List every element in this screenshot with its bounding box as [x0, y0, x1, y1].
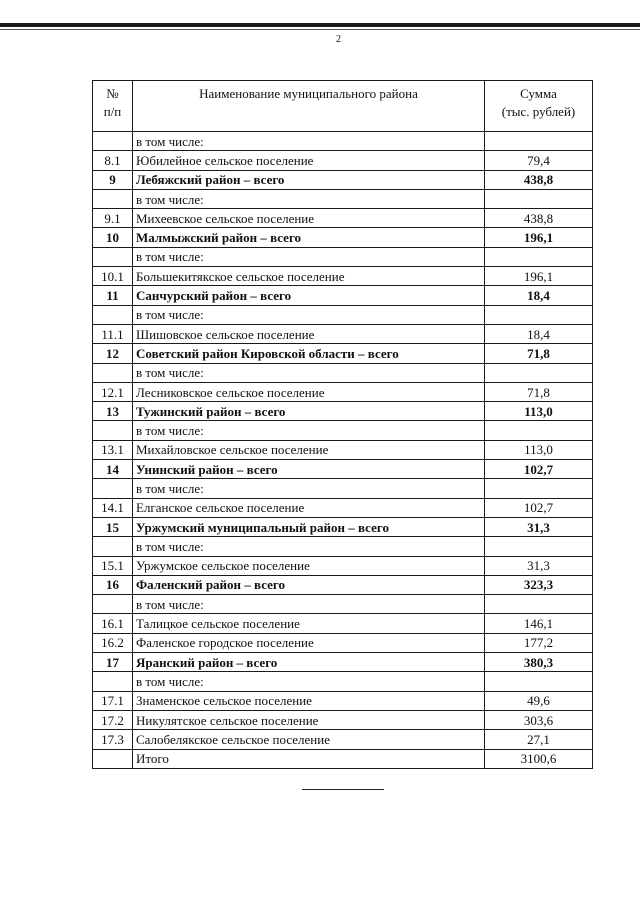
row-name: Юбилейное сельское поселение [133, 151, 485, 170]
row-name: Шишовское сельское поселение [133, 324, 485, 343]
row-number: 8.1 [93, 151, 133, 170]
row-number: 17.3 [93, 730, 133, 749]
row-name: Санчурский район – всего [133, 286, 485, 305]
allocation-table [92, 80, 593, 769]
row-name: Большекитякское сельское поселение [133, 267, 485, 286]
table-row [93, 402, 593, 421]
row-number: 11.1 [93, 324, 133, 343]
table-row [93, 730, 593, 749]
table-row [93, 132, 593, 151]
row-sum [485, 479, 593, 498]
row-sum: 196,1 [485, 267, 593, 286]
row-name: Малмыжский район – всего [133, 228, 485, 247]
table-row [93, 460, 593, 479]
row-name: Елганское сельское поселение [133, 498, 485, 517]
row-number: 16 [93, 575, 133, 594]
table-row [93, 556, 593, 575]
row-sum [485, 247, 593, 266]
table-row [93, 189, 593, 208]
header-number: № п/п [93, 81, 133, 132]
row-sum: 18,4 [485, 324, 593, 343]
row-sum [485, 421, 593, 440]
header-district-name: Наименование муниципального района [133, 81, 485, 132]
table-row [93, 710, 593, 729]
table-row [93, 498, 593, 517]
table-header [93, 81, 593, 132]
table-row [93, 691, 593, 710]
row-number: 12.1 [93, 382, 133, 401]
table-row [93, 228, 593, 247]
header-sum: Сумма (тыс. рублей) [485, 81, 593, 132]
row-name: Лебяжский район – всего [133, 170, 485, 189]
row-sum [485, 132, 593, 151]
row-number: 10.1 [93, 267, 133, 286]
row-number [93, 672, 133, 691]
row-name: в том числе: [133, 305, 485, 324]
row-sum [485, 672, 593, 691]
row-name: Советский район Кировской области – всего [133, 344, 485, 363]
row-name: Талицкое сельское поселение [133, 614, 485, 633]
row-name: Михайловское сельское поселение [133, 440, 485, 459]
row-name: в том числе: [133, 672, 485, 691]
table-row [93, 170, 593, 189]
row-name: Фаленское городское поселение [133, 633, 485, 652]
table-row [93, 479, 593, 498]
row-sum: 102,7 [485, 498, 593, 517]
row-number: 17 [93, 653, 133, 672]
table-row [93, 653, 593, 672]
table-row [93, 305, 593, 324]
row-sum: 380,3 [485, 653, 593, 672]
row-name: в том числе: [133, 189, 485, 208]
row-number [93, 189, 133, 208]
row-number: 10 [93, 228, 133, 247]
table-row [93, 247, 593, 266]
table-row [93, 633, 593, 652]
table-row [93, 440, 593, 459]
row-name: Фаленский район – всего [133, 575, 485, 594]
table-row [93, 151, 593, 170]
row-number: 14 [93, 460, 133, 479]
row-sum [485, 189, 593, 208]
row-number [93, 247, 133, 266]
table-row [93, 672, 593, 691]
row-number: 11 [93, 286, 133, 305]
table-row [93, 382, 593, 401]
row-name: Знаменское сельское поселение [133, 691, 485, 710]
row-number [93, 421, 133, 440]
table-row [93, 575, 593, 594]
row-sum: 303,6 [485, 710, 593, 729]
top-border-line [0, 23, 640, 27]
row-number: 13.1 [93, 440, 133, 459]
row-sum: 71,8 [485, 344, 593, 363]
row-name: в том числе: [133, 479, 485, 498]
row-name: Яранский район – всего [133, 653, 485, 672]
row-number [93, 305, 133, 324]
row-sum [485, 537, 593, 556]
row-sum: 79,4 [485, 151, 593, 170]
row-name: в том числе: [133, 363, 485, 382]
row-number [93, 132, 133, 151]
row-name: Тужинский район – всего [133, 402, 485, 421]
table-row [93, 614, 593, 633]
table-row [93, 517, 593, 536]
row-sum: 323,3 [485, 575, 593, 594]
row-sum [485, 363, 593, 382]
row-sum: 113,0 [485, 402, 593, 421]
table-body [93, 132, 593, 769]
table-row [93, 344, 593, 363]
row-number: 15 [93, 517, 133, 536]
row-name: Михеевское сельское поселение [133, 209, 485, 228]
table-row [93, 595, 593, 614]
row-number: 15.1 [93, 556, 133, 575]
row-number: 17.2 [93, 710, 133, 729]
table-row [93, 749, 593, 768]
row-sum: 71,8 [485, 382, 593, 401]
row-name: в том числе: [133, 247, 485, 266]
row-sum: 177,2 [485, 633, 593, 652]
table-row [93, 324, 593, 343]
row-sum: 31,3 [485, 556, 593, 575]
row-number: 12 [93, 344, 133, 363]
row-name: в том числе: [133, 421, 485, 440]
row-number: 9.1 [93, 209, 133, 228]
row-sum [485, 305, 593, 324]
row-name: Уржумский муниципальный район – всего [133, 517, 485, 536]
table-row [93, 209, 593, 228]
row-name: Салобелякское сельское поселение [133, 730, 485, 749]
row-number: 16.1 [93, 614, 133, 633]
row-name: в том числе: [133, 537, 485, 556]
row-number [93, 595, 133, 614]
row-sum: 196,1 [485, 228, 593, 247]
table-row [93, 421, 593, 440]
row-number [93, 363, 133, 382]
table-row [93, 267, 593, 286]
row-number: 9 [93, 170, 133, 189]
row-name: в том числе: [133, 132, 485, 151]
row-sum: 27,1 [485, 730, 593, 749]
row-sum: 18,4 [485, 286, 593, 305]
row-number [93, 479, 133, 498]
page-marker: 2 [336, 34, 341, 45]
table-row [93, 286, 593, 305]
row-sum: 49,6 [485, 691, 593, 710]
row-sum: 113,0 [485, 440, 593, 459]
row-sum: 3100,6 [485, 749, 593, 768]
row-sum: 102,7 [485, 460, 593, 479]
row-number [93, 537, 133, 556]
row-sum: 438,8 [485, 209, 593, 228]
row-name: Итого [133, 749, 485, 768]
row-sum: 438,8 [485, 170, 593, 189]
table-row [93, 363, 593, 382]
row-number: 14.1 [93, 498, 133, 517]
row-sum: 31,3 [485, 517, 593, 536]
row-name: Никулятское сельское поселение [133, 710, 485, 729]
top-border-thin-line [0, 29, 640, 30]
row-sum [485, 595, 593, 614]
row-name: Уржумское сельское поселение [133, 556, 485, 575]
row-number [93, 749, 133, 768]
bottom-separator-line [302, 789, 384, 790]
row-name: в том числе: [133, 595, 485, 614]
row-number: 13 [93, 402, 133, 421]
row-name: Лесниковское сельское поселение [133, 382, 485, 401]
row-sum: 146,1 [485, 614, 593, 633]
row-name: Унинский район – всего [133, 460, 485, 479]
row-number: 17.1 [93, 691, 133, 710]
row-number: 16.2 [93, 633, 133, 652]
table-row [93, 537, 593, 556]
